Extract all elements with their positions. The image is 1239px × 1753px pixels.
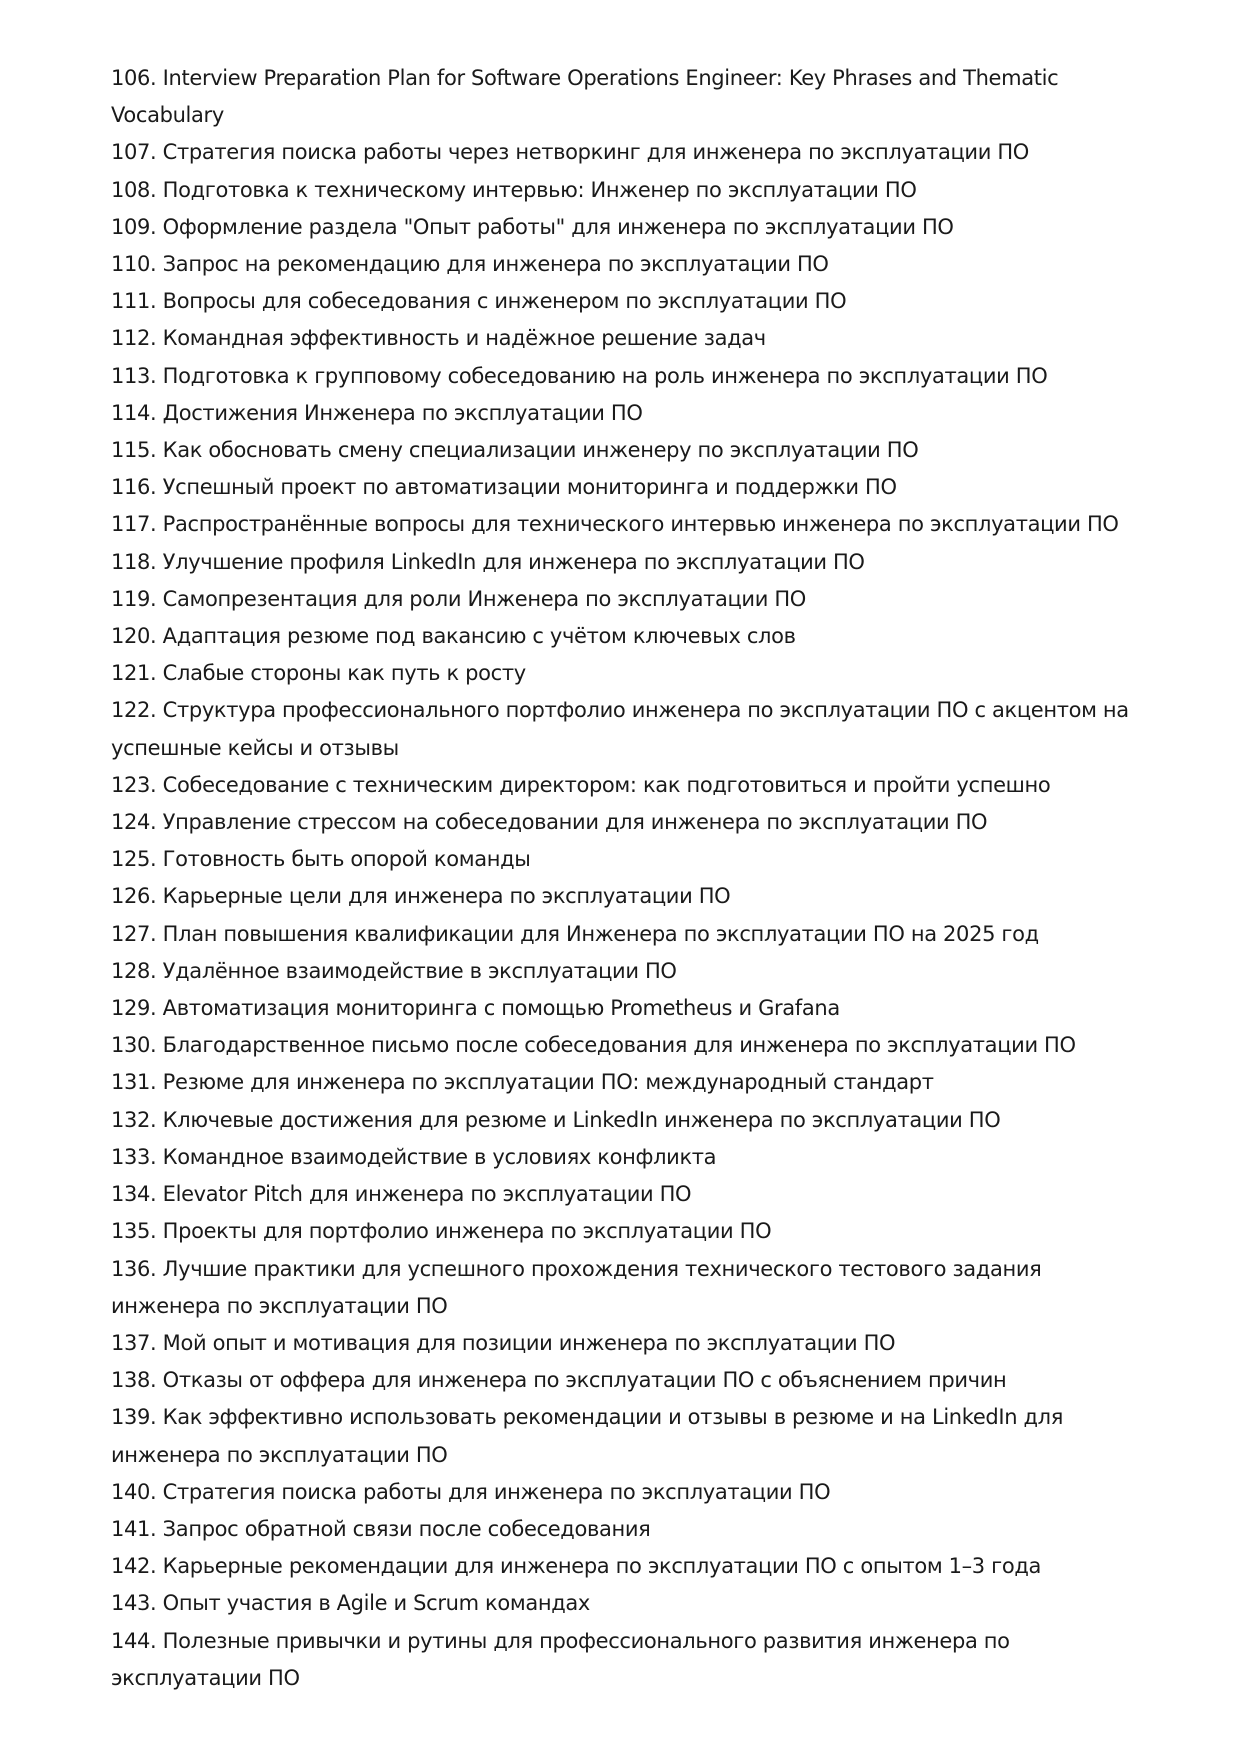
list-item: 107. Стратегия поиска работы через нетворкинг для инженера по эксплуатации ПО xyxy=(111,140,1029,165)
list-item: 141. Запрос обратной связи после собеседования xyxy=(111,1516,651,1541)
list-item: 135. Проекты для портфолио инженера по эксплуатации ПО xyxy=(111,1219,772,1244)
list-item: 120. Адаптация резюме под вакансию с учётом ключевых слов xyxy=(111,624,796,649)
list-item: 121. Слабые стороны как путь к росту xyxy=(111,661,526,686)
list-item: 136. Лучшие практики для успешного прохождения технического тестового задания инженера по эксплуатации ПО xyxy=(111,1256,1042,1318)
list-item: 116. Успешный проект по автоматизации мониторинга и поддержки ПО xyxy=(111,475,897,500)
list-item: 126. Карьерные цели для инженера по эксплуатации ПО xyxy=(111,884,731,909)
list-item: 127. План повышения квалификации для Инженера по эксплуатации ПО на 2025 год xyxy=(111,921,1039,946)
list-item: 111. Вопросы для собеседования с инженером по эксплуатации ПО xyxy=(111,289,847,314)
list-item: 115. Как обосновать смену специализации инженеру по эксплуатации ПО xyxy=(111,438,919,463)
list-item: 144. Полезные привычки и рутины для профессионального развития инженера по эксплуатации ПО xyxy=(111,1628,1010,1690)
list-item: 110. Запрос на рекомендацию для инженера по эксплуатации ПО xyxy=(111,252,829,277)
list-item: 138. Отказы от оффера для инженера по эксплуатации ПО с объяснением причин xyxy=(111,1368,1007,1393)
list-item: 140. Стратегия поиска работы для инженера по эксплуатации ПО xyxy=(111,1479,831,1504)
list-item: 132. Ключевые достижения для резюме и LinkedIn инженера по эксплуатации ПО xyxy=(111,1107,1001,1132)
list-item: 130. Благодарственное письмо после собеседования для инженера по эксплуатации ПО xyxy=(111,1033,1076,1058)
list-item: 122. Структура профессионального портфолио инженера по эксплуатации ПО с акцентом на успешные кейсы и отзывы xyxy=(111,698,1129,760)
list-item: 113. Подготовка к групповому собеседованию на роль инженера по эксплуатации ПО xyxy=(111,363,1048,388)
list-item: 118. Улучшение профиля LinkedIn для инженера по эксплуатации ПО xyxy=(111,549,865,574)
list-item: 139. Как эффективно использовать рекомендации и отзывы в резюме и на LinkedIn для инженера по эксплуатации ПО xyxy=(111,1405,1064,1467)
list-item: 114. Достижения Инженера по эксплуатации ПО xyxy=(111,400,643,425)
list-item: 143. Опыт участия в Agile и Scrum командах xyxy=(111,1591,590,1616)
list-item: 112. Командная эффективность и надёжное решение задач xyxy=(111,326,766,351)
list-item: 117. Распространённые вопросы для технического интервью инженера по эксплуатации ПО xyxy=(111,512,1119,537)
list-item: 133. Командное взаимодействие в условиях конфликта xyxy=(111,1144,717,1169)
list-item: 131. Резюме для инженера по эксплуатации ПО: международный стандарт xyxy=(111,1070,934,1095)
list-item: 119. Самопрезентация для роли Инженера по эксплуатации ПО xyxy=(111,586,806,611)
list-item: 137. Мой опыт и мотивация для позиции инженера по эксплуатации ПО xyxy=(111,1330,896,1355)
list-item: 129. Автоматизация мониторинга с помощью Prometheus и Grafana xyxy=(111,996,840,1021)
list-item: 142. Карьерные рекомендации для инженера по эксплуатации ПО с опытом 1–3 года xyxy=(111,1554,1042,1579)
list-item: 134. Elevator Pitch для инженера по эксплуатации ПО xyxy=(111,1182,692,1207)
list-item: 123. Собеседование с техническим директором: как подготовиться и пройти успешно xyxy=(111,772,1051,797)
list-item: 108. Подготовка к техническому интервью: Инженер по эксплуатации ПО xyxy=(111,177,917,202)
document-page xyxy=(111,60,1131,1697)
list-item: 125. Готовность быть опорой команды xyxy=(111,847,531,872)
list-item: 124. Управление стрессом на собеседовании для инженера по эксплуатации ПО xyxy=(111,810,988,835)
list-item: 106. Interview Preparation Plan for Software Operations Engineer: Key Phrases and Thematic Vocabulary xyxy=(111,66,1059,128)
list-item: 128. Удалённое взаимодействие в эксплуатации ПО xyxy=(111,958,677,983)
list-item: 109. Оформление раздела "Опыт работы" для инженера по эксплуатации ПО xyxy=(111,214,954,239)
